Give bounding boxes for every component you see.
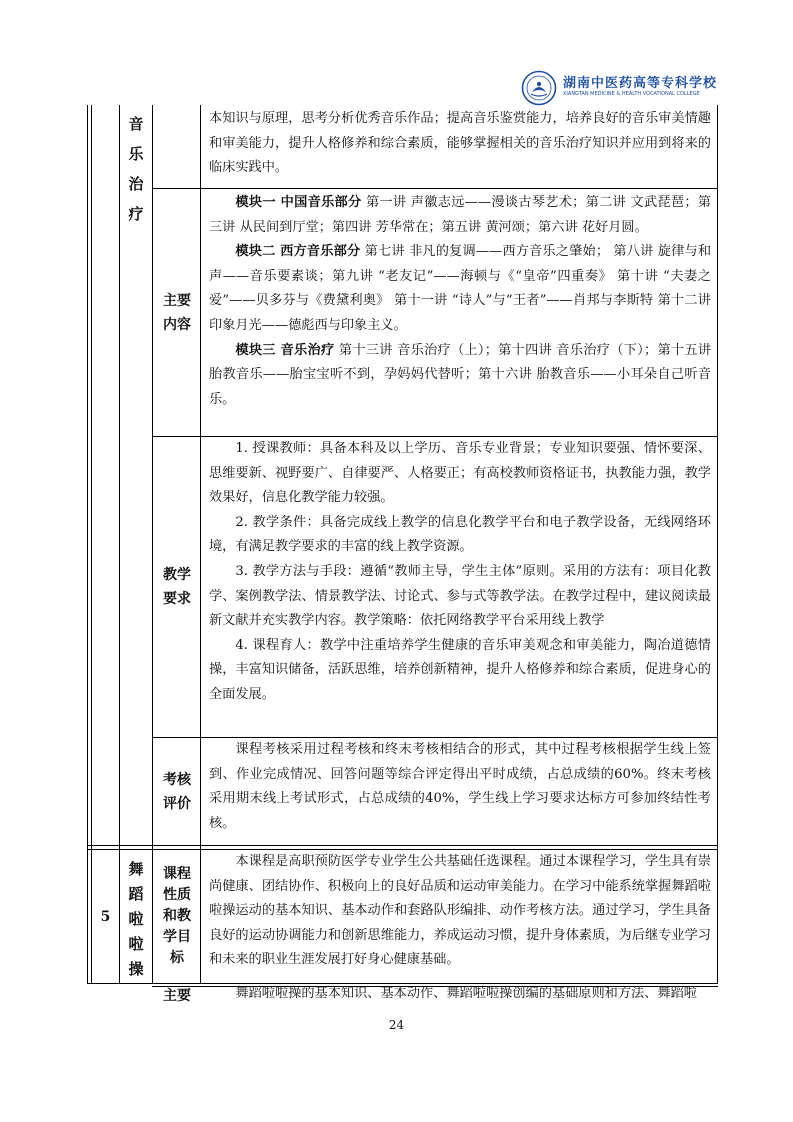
assessment-text: 课程考核采用过程考核和终末考核相结合的形式，其中过程考核根据学生线上签到、作业完成情况、回答问题等综合评定得出平时成绩，占总成绩的60%。终末考核采用期末线上考试形式，占总成绩的40%，学生线上学习要求达标方可参加终结性考核。: [209, 742, 711, 831]
module-text: 第十三讲 音乐治疗（上）；第十四讲 音乐治疗（下）；第十五讲 胎教音乐——胎宝宝听不到，孕妈妈代替听；第十六讲 胎教音乐——小耳朵自己听音乐。: [209, 342, 712, 407]
school-name-en: XIANGTAN MEDICINE & HEALTH VOCATIONAL COLLEGE: [563, 91, 700, 97]
cheer-objective-cell: [201, 850, 717, 983]
module-text: 第一讲 声徽志远——漫谈古琴艺术；第二讲 文武琵琶；第三讲 从民间到厅堂；第四讲 芳华常在；第五讲 黄河颂；第六讲 花好月圆。: [209, 195, 711, 235]
cheer-course-name: [120, 857, 152, 983]
module-paragraph: [209, 240, 711, 338]
cheer-objective-text: 本课程是高职预防医学专业学生公共基础任选课程。通过本课程学习，学生具有崇尚健康、团结协作、积极向上的良好品质和运动审美能力。在学习中能系统掌握舞蹈啦啦操运动的基本知识、基本动作和套路队形编排、动作考核方法。通过学习，学生具备良好的运动协调能力和创新思维能力，养成运动习惯，提升身体素质，为后继专业学习和未来的职业生涯发展打好身心健康基础。: [209, 854, 711, 968]
cheer-course-char: 啦: [128, 935, 144, 953]
cheer-content-label: 主要: [163, 988, 191, 1004]
school-name-cn: 湖南中医药高等专科学校: [563, 76, 718, 91]
music-course-char: 疗: [128, 205, 144, 223]
school-logo: [515, 70, 718, 106]
requirement-item: 1. 授课教师：具备本科及以上学历、音乐专业背景；专业知识要强、情怀要深、思维要新、视野要广、自律要严、人格要正；有高校教师资格证书，执教能力强，教学效果好，信息化教学能力较强。: [209, 441, 711, 506]
music-assessment-label: 考核 评价: [163, 771, 191, 812]
music-requirements-cell: [201, 437, 717, 737]
cheer-content-text: 舞蹈啦啦操的基本知识、基本动作、舞蹈啦啦操创编的基础原则和方法、舞蹈啦: [235, 986, 697, 1001]
music-requirements-label: 教学 要求: [163, 567, 191, 607]
music-course-char: 治: [128, 175, 144, 193]
course-table: [87, 105, 718, 1004]
cheer-course-char: 操: [128, 960, 144, 978]
module-title: 模块一 中国音乐部分: [235, 195, 362, 210]
cheer-course-char: 啦: [128, 910, 144, 928]
requirement-item: 2. 教学条件：具备完成线上教学的信息化教学平台和电子教学设备，无线网络环境，有满足教学要求的丰富的线上教学资源。: [209, 514, 711, 555]
module-paragraph: [209, 339, 711, 413]
cheer-objective-label: 课程 性质 和教 学目 标: [163, 866, 191, 966]
music-course-char: 乐: [128, 145, 144, 163]
school-emblem-icon: [521, 70, 557, 106]
module-title: 模块二 西方音乐部分: [235, 244, 361, 260]
music-content-label: 主要 内容: [163, 292, 191, 333]
requirement-item: 4. 课程育人：教学中注重培养学生健康的音乐审美观念和审美能力，陶冶道德情操，丰富知识储备，活跃思维，培养创新精神，提升人格修养和综合素质，促进身心的全面发展。: [209, 637, 711, 702]
music-course-char: 音: [128, 115, 144, 133]
cheer-content-cell: [201, 984, 717, 1006]
page-number: 24: [388, 1018, 405, 1032]
module-paragraph: [209, 191, 711, 240]
module-title: 模块三 音乐治疗: [235, 342, 335, 358]
music-objective-cell: [201, 107, 717, 187]
requirement-item: 3. 教学方法与手段：遵循“教师主导，学生主体”原则。采用的方法有：项目化教学、案例教学法、情景教学法、讨论式、参与式等教学法。在教学过程中，建议阅读最新文献并充实教学内容。教学策略：依托网络教学平台采用线上教学: [209, 563, 711, 629]
music-objective-text: 本知识与原理，思考分析优秀音乐作品；提高音乐鉴赏能力，培养良好的音乐审美情趣和审美能力，提升人格修养和综合素质，能够掌握相关的音乐治疗知识并应用到将来的临床实践中。: [209, 111, 711, 176]
cheer-course-char: 蹈: [128, 885, 144, 903]
cheer-course-char: 舞: [128, 860, 144, 878]
music-course-name: [120, 109, 152, 229]
music-assessment-cell: [201, 738, 717, 845]
music-content-cell: [201, 191, 717, 436]
course-number: 5: [100, 908, 111, 925]
module-text: 第七讲 非凡的复调——西方音乐之肇始； 第八讲 旋律与和声——音乐要素谈；第九讲 “老友记”——海顿与《“皇帝”四重奏》 第十讲 “夫妻之爱”——贝多芬与《费黛利奥》 第十一讲 “诗人”与“王者”——肖邦与李斯特 第十二讲 印象月光——德彪西与印象主义。: [209, 244, 712, 333]
